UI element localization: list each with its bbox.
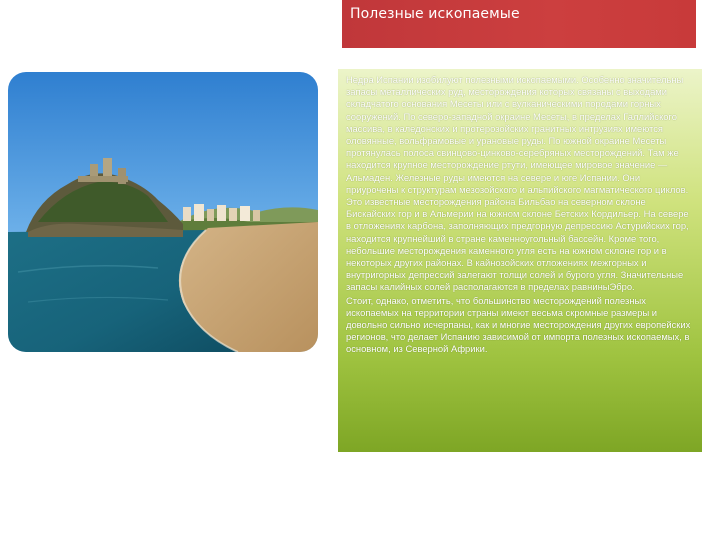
beach-photo (8, 72, 318, 352)
title-banner (342, 0, 696, 48)
content-text-box (338, 69, 702, 452)
slide-title: Полезные ископаемые (350, 6, 520, 22)
paragraph-2: Стоит, однако, отметить, что большинство месторождений полезных ископаемых на территории страны имеют весьма скромные размеры и довольно сильно исчерпаны, как и многие месторождения других европейских регионов, что делает Испанию зависимой от импорта полезных ископаемых, в основном, из Северной Африки. (346, 294, 691, 355)
paragraph-1: Недра Испании изобилуют полезными ископаемыми. Особенно значительны запасы металлических руд, месторождения которых связаны с выходами складчатого основания Месеты или с вулканическими породами горных сооружений. По северо-западной окраине Месеты, в пределах Галлийского массива, в каледонских и протерозойских гранитных интрузиях имеются оловянные, вольфрамовые и урановые руды. По южной окраине Месеты протянулась полоса свинцово-цинково-серебряных месторождений. Там же находится крупное месторождение ртути, имеющее мировое значение — Альмаден. Железные руды имеются на севере и юге Испании. Они приурочены к структурам мезозойского и альпийского магматического циклов. Это известные месторождения района Бильбао на северном склоне Бискайских гор и в Альмерии на южном склоне Бетских Кордильер. На севере в отложениях карбона, заполняющих предгорную депрессию Астурийских гор, находится крупнейший в стране каменноугольный бассейн. Кроме того, небольшие месторождения каменного угля есть на южном склоне гор и в некоторых других районах. В кайнозойских отложениях межгорных и внутригорных депрессий залегают толщи солей и бурого угля. Значительные запасы калийных солей располагаются в пределах равниныЭбро. (346, 74, 689, 293)
